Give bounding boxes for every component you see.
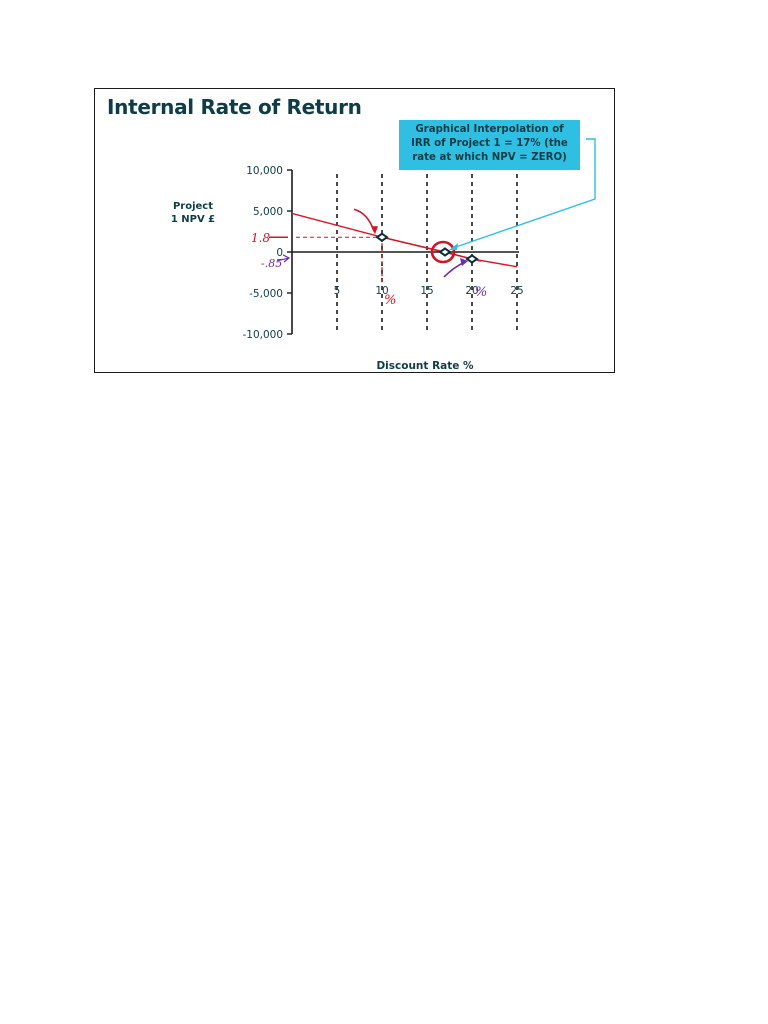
slide-frame [94, 88, 615, 373]
interpolation-line [376, 236, 481, 261]
y-axis-title-line-1: Project [172, 201, 214, 212]
y-tick-label: 0 [276, 247, 283, 259]
arrowhead-10 [371, 226, 378, 234]
axes [287, 170, 519, 334]
gridlines [337, 174, 517, 334]
handwritten-npv-20: -.85 [261, 256, 283, 270]
x-tick-label: 15 [420, 285, 434, 297]
tick-labels [242, 165, 523, 341]
y-tick-label: 10,000 [246, 165, 283, 177]
callout-line-3: rate at which NPV = ZERO) [412, 152, 567, 163]
callout-line-2: IRR of Project 1 = 17% (the [411, 138, 568, 149]
data-marker-1 [440, 249, 450, 256]
npv-line [292, 213, 517, 266]
data-marker-0 [377, 234, 387, 241]
callout-connector [453, 139, 595, 248]
y-tick-label: 5,000 [252, 206, 283, 218]
handwritten-rate-10: % [384, 293, 397, 308]
x-axis-title: Discount Rate % [376, 360, 474, 372]
arrow-to-10 [354, 209, 374, 231]
x-tick-label: 10 [375, 285, 389, 297]
callout-line-1: Graphical Interpolation of [415, 124, 564, 135]
y-axis-title-line-2: 1 NPV £ [170, 214, 216, 225]
x-tick-label: 5 [333, 285, 341, 297]
y-tick-label: -5,000 [249, 288, 283, 300]
handwritten-annotations [251, 139, 595, 308]
x-tick-label: 20 [465, 285, 479, 297]
page-title: Internal Rate of Return [107, 95, 362, 119]
handwritten-npv-10: 1.8 [251, 231, 271, 246]
y-tick-label: -10,000 [242, 329, 283, 341]
npv-series [292, 213, 517, 266]
handwritten-rate-20: % [475, 285, 488, 300]
x-tick-label: 25 [510, 285, 524, 297]
npv-chart [95, 89, 615, 373]
data-marker-2 [467, 255, 477, 262]
